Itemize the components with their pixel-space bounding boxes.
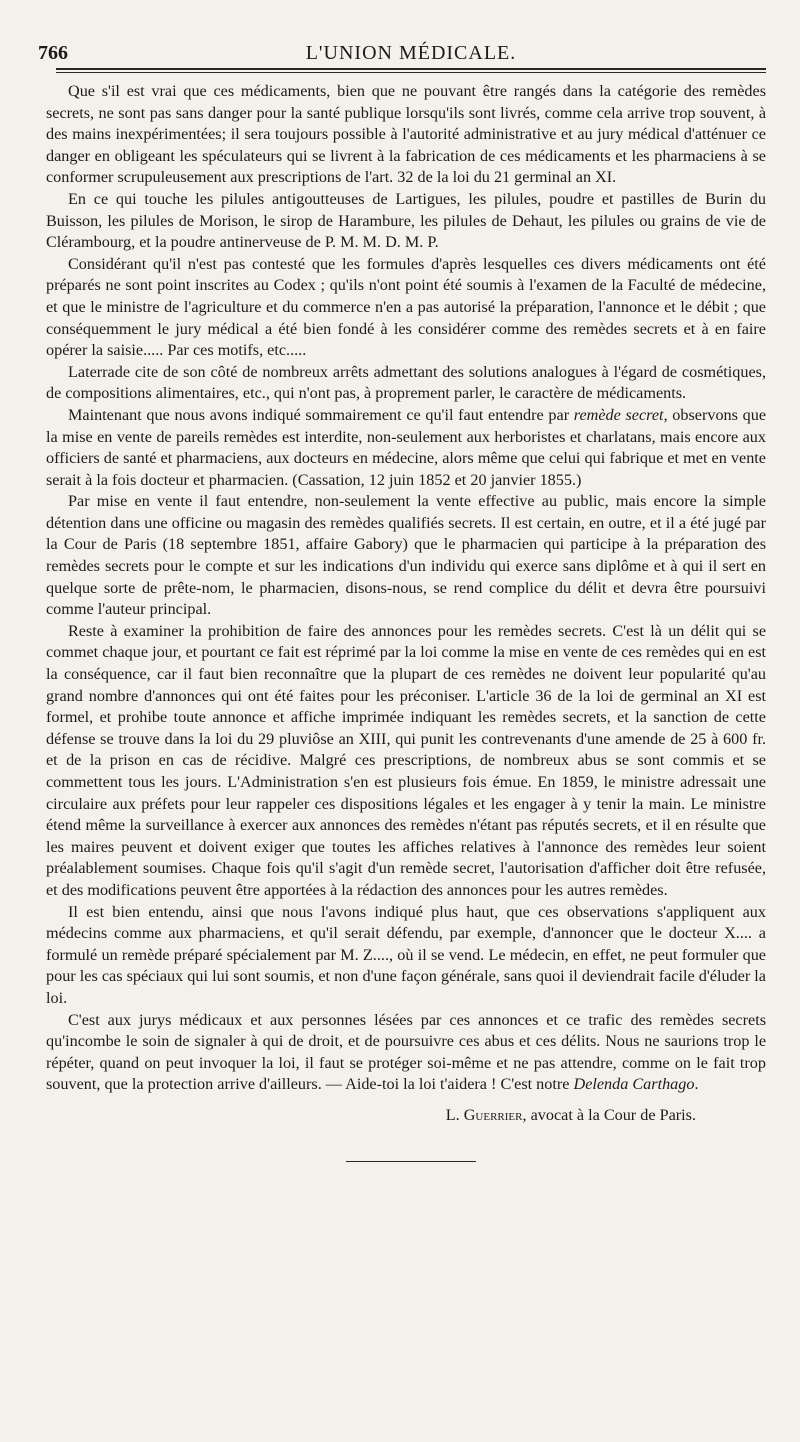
paragraph: Par mise en vente il faut entendre, non-seulement la vente effective au public, mais encore la simple détention dans une officine ou magasin des remèdes qualifiés secrets. Il est certain, en outre, et il a été jugé par la Cour de Paris (18 septembre 1851, affaire Gabory) que le pharmacien qui participe à la préparation des remèdes secrets pour le compte et sur les indications d'un individu qui exerce sans diplôme et à qui il sert en quelque sorte de prête-nom, le pharmacien, disons-nous, se rend complice du délit et devra être poursuivi comme l'auteur principal.: [46, 492, 766, 619]
emphasis: remède secret: [573, 405, 664, 424]
author-role: , avocat à la Cour de Paris.: [522, 1105, 696, 1124]
paragraph: Que s'il est vrai que ces médicaments, bien que ne pouvant être rangés dans la catégorie des remèdes secrets, ne sont pas sans danger pour la santé publique lorsqu'ils sont livrés, comme cela arrive trop souvent, à des mains inexpérimentées; il sera toujours possible à l'autorité administrative et au jury médical d'atténuer ce danger en obligeant les spéculateurs qui se livrent à la fabrication de ces médicaments et les pharmaciens à se conformer scrupuleusement aux prescriptions de l'art. 32 de la loi du 21 germinal an XI.: [46, 82, 766, 187]
paragraph: En ce qui touche les pilules antigoutteuses de Lartigues, les pilules, poudre et pastilles de Burin du Buisson, les pilules de Morison, le sirop de Harambure, les pilules de Dehaut, les pilules ou grains de vie de Clérambourg, et la poudre antinerveuse de P. M. M. D. M. P.: [46, 189, 766, 252]
end-rule: [346, 1161, 476, 1162]
text-run: .: [694, 1075, 699, 1094]
page-number: 766: [38, 42, 68, 64]
text-run: , observons que la mise en vente de pareils remèdes est interdite, non-seulement aux herboristes et charlatans, mais encore aux officiers de santé et pharmaciens, aux docteurs en médecine, alors même que celui qui fabrique et met en vente serait à la fois docteur et pharmacien. (Cassation, 12 juin 1852 et 20 janvier 1855.): [46, 405, 766, 489]
paragraph: Il est bien entendu, ainsi que nous l'avons indiqué plus haut, que ces observations s'appliquent aux médecins comme aux pharmaciens, et qu'il serait défendu, par exemple, d'annoncer que le docteur X.... a formulé un remède préparé spécialement par M. Z...., où il se vend. Le médecin, en effet, ne peut formuler que pour les cas spéciaux qui lui sont soumis, et non d'une façon générale, sans quoi il deviendrait facile d'éluder la loi.: [46, 902, 766, 1007]
page-header: [38, 38, 766, 70]
signature: [56, 1106, 766, 1125]
text-run: C'est aux jurys médicaux et aux personnes lésées par ces annonces et ce trafic des remèdes secrets qu'incombe le soin de signaler à qui de droit, et de poursuivre ces abus et ces délits. Nous ne saurions trop le répéter, quand on peut invoquer la loi, il faut se protéger soi-même et ne pas attendre, comme on le fait trop souvent, que la protection arrive d'ailleurs. — Aide-toi la loi t'aidera ! C'est notre: [46, 1010, 766, 1094]
running-title: L'UNION MÉDICALE.: [305, 42, 517, 64]
emphasis: Delenda Carthago: [573, 1075, 695, 1094]
paragraph: [46, 405, 766, 491]
header-rule: [56, 72, 766, 73]
paragraph: Reste à examiner la prohibition de faire des annonces pour les remèdes secrets. C'est là un délit qui se commet chaque jour, et pourtant ce fait est réprimé par la loi comme la mise en vente de ces remèdes qui en est la conséquence, car il faut bien reconnaître que la plupart de ces remèdes ne doivent leur popularité qu'au grand nombre d'annonces qui ont été faites pour les préconiser. L'article 36 de la loi de germinal an XI est formel, et prohibe toute annonce et affiche imprimée indiquant les remèdes secrets, et la sanction de cette défense se trouve dans la loi du 29 pluviôse an XIII, qui punit les contrevenants d'une amende de 25 à 600 fr. et de la prison en cas de récidive. Malgré ces prescriptions, de nombreux abus se sont commis et se commettent tous les jours. L'Administration s'en est plusieurs fois émue. En 1859, le ministre adressait une circulaire aux préfets pour leur rappeler ces dispositions légales et les engager à y tenir la main. Le ministre étend même la surveillance à exercer aux annonces des remèdes n'étant pas réputés secrets, et il en résulte que les maires peuvent et doivent exiger que toutes les affiches relatives à l'annonce des remèdes leur soient préalablement soumises. Chaque fois qu'il s'agit d'un remède secret, l'autorisation d'afficher doit être refusée, et des modifications peuvent être apportées à la rédaction des annonces pour les autres remèdes.: [46, 621, 766, 899]
article-body: [46, 81, 766, 1096]
text-run: Maintenant que nous avons indiqué sommairement ce qu'il faut entendre par: [68, 405, 574, 424]
author-name: L. Guerrier: [445, 1105, 523, 1124]
paragraph: [46, 1010, 766, 1096]
paragraph: Considérant qu'il n'est pas contesté que les formules d'après lesquelles ces divers médicaments ont été préparés ne sont point inscrites au Codex ; qu'ils n'ont point été soumis à l'examen de la Faculté de médecine, et que le ministre de l'agriculture et du commerce n'en a pas autorisé la préparation, l'annonce et le débit ; que conséquemment le jury médical a été bien fondé à les considérer comme des remèdes secrets et à en faire opérer la saisie..... Par ces motifs, etc.....: [46, 254, 766, 360]
paragraph: Laterrade cite de son côté de nombreux arrêts admettant des solutions analogues à l'égard de cosmétiques, de compositions alimentaires, etc., qui n'ont pas, à proprement parler, le caractère de médicaments.: [46, 362, 766, 403]
